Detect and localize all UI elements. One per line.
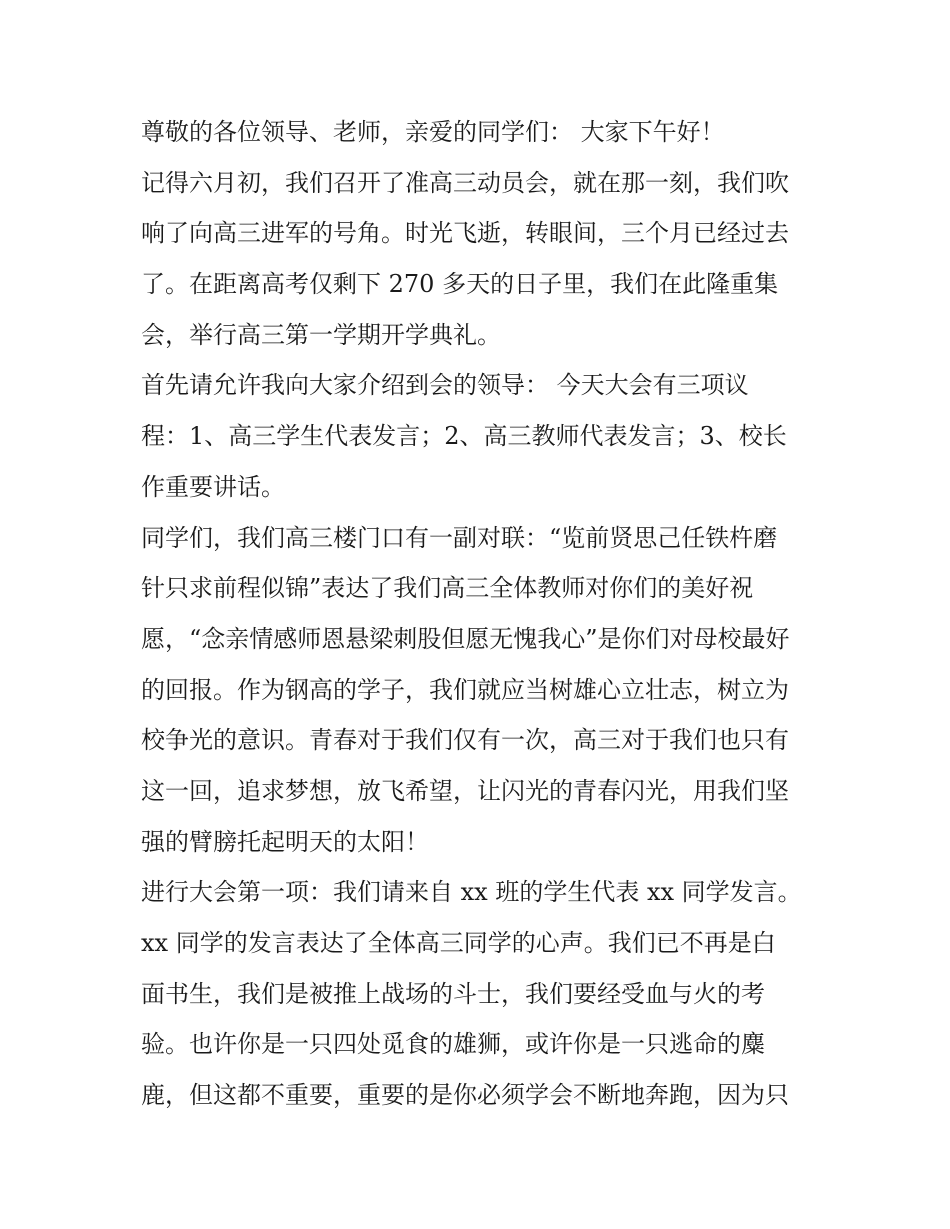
text-line: 强的臂膀托起明天的太阳！ <box>141 827 429 856</box>
text-line: 验。也许你是一只四处觅食的雄狮，或许你是一只逃命的麋 <box>141 1030 765 1059</box>
text-line: 尊敬的各位领导、老师，亲爱的同学们： 大家下午好！ <box>141 118 725 146</box>
text-line: 响了向高三进军的号角。时光飞逝，转眼间，三个月已经过去 <box>141 219 789 248</box>
text-line: 的回报。作为钢高的学子，我们就应当树雄心立壮志，树立为 <box>141 675 789 704</box>
text-line: 同学们，我们高三楼门口有一副对联：“览前贤思己任铁杵磨 <box>141 523 778 552</box>
speech-text <box>141 107 821 1121</box>
text-line: 程：1、高三学生代表发言；2、高三教师代表发言；3、校长 <box>141 422 787 451</box>
text-line: 记得六月初，我们召开了准高三动员会，就在那一刻，我们吹 <box>141 168 789 197</box>
text-line: 首先请允许我向大家介绍到会的领导： 今天大会有三项议 <box>141 371 749 400</box>
text-line: 针只求前程似锦”表达了我们高三全体教师对你们的美好祝 <box>141 574 754 603</box>
text-line: 校争光的意识。青春对于我们仅有一次，高三对于我们也只有 <box>141 726 789 755</box>
text-line: 会，举行高三第一学期开学典礼。 <box>141 320 501 349</box>
text-line: 鹿，但这都不重要，重要的是你必须学会不断地奔跑，因为只 <box>141 1081 789 1110</box>
text-line: 了。在距离高考仅剩下 270 多天的日子里，我们在此隆重集 <box>141 270 779 299</box>
text-line: 作重要讲话。 <box>141 472 285 501</box>
text-line: 面书生，我们是被推上战场的斗士，我们要经受血与火的考 <box>141 979 765 1008</box>
text-line: 这一回，追求梦想，放飞希望，让闪光的青春闪光，用我们坚 <box>141 776 789 805</box>
text-line: 愿，“念亲情感师恩悬梁刺股但愿无愧我心”是你们对母校最好 <box>141 624 790 653</box>
text-line: 进行大会第一项：我们请来自 xx 班的学生代表 xx 同学发言。 <box>141 878 802 907</box>
text-line: xx 同学的发言表达了全体高三同学的心声。我们已不再是白 <box>141 929 776 957</box>
